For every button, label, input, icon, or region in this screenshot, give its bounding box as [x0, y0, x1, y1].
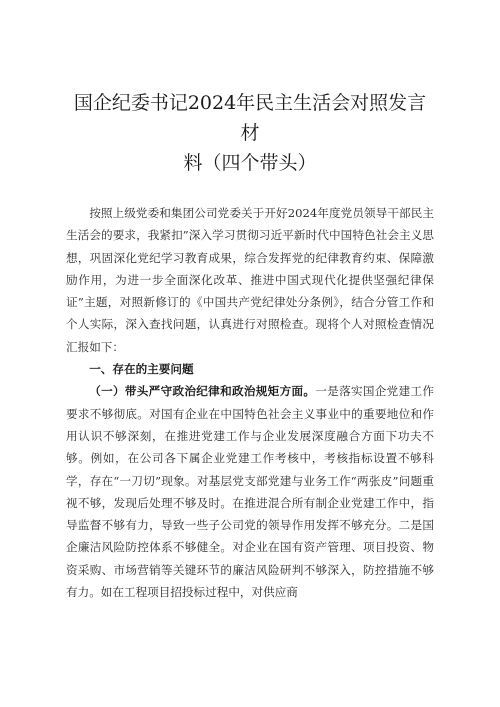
title-line-1: 国企纪委书记2024年民主生活会对照发言材	[73, 92, 427, 144]
intro-paragraph: 按照上级党委和集团公司党委关于开好2024年度党员领导干部民主生活会的要求，我紧扣”深入学习贯彻习近平新时代中国特色社会主义思想，巩固深化党纪学习教育成果，综合发挥党的纪律教育约束、保障激励作用，为进一步全面深化改革、推进中国式现代化提供坚强纪律保证”主题，对照新修订的《中国共产党纪律处分条例》，结合分管工作和个人实际，深入查找问题，认真进行对照检查。现将个人对照检查情况汇报如下：	[66, 206, 434, 354]
subsection-paragraph	[66, 380, 434, 603]
title-line-2: 料（四个带头）	[183, 152, 317, 174]
section-heading: 一、存在的主要问题	[89, 362, 194, 377]
subsection-body: 一是落实国企党建工作要求不够彻底。对国有企业在中国特色社会主义事业中的重要地位和作用认识不够深刻，在推进党建工作与企业发展深度融合方面下功夫不够。例如，在公司各下属企业党建工作考核中，考核指标设置不够科学，存在“一刀切”现象。对基层党支部党建与业务工作“两张皮”问题重视不够，发现后处理不够及时。在推进混合所有制企业党建工作中，指导监督不够有力，导致一些子公司党的领导作用发挥不够充分。二是国企廉洁风险防控体系不够健全。对企业在国有资产管理、项目投资、物资采购、市场营销等关键环节的廉洁风险研判不够深入，防控措施不够有力。如在工程项目招投标过程中，对供应商	[66, 384, 434, 600]
subsection-lead: （一）带头严守政治纪律和政治规矩方面。	[89, 384, 316, 399]
document-title	[66, 88, 434, 178]
